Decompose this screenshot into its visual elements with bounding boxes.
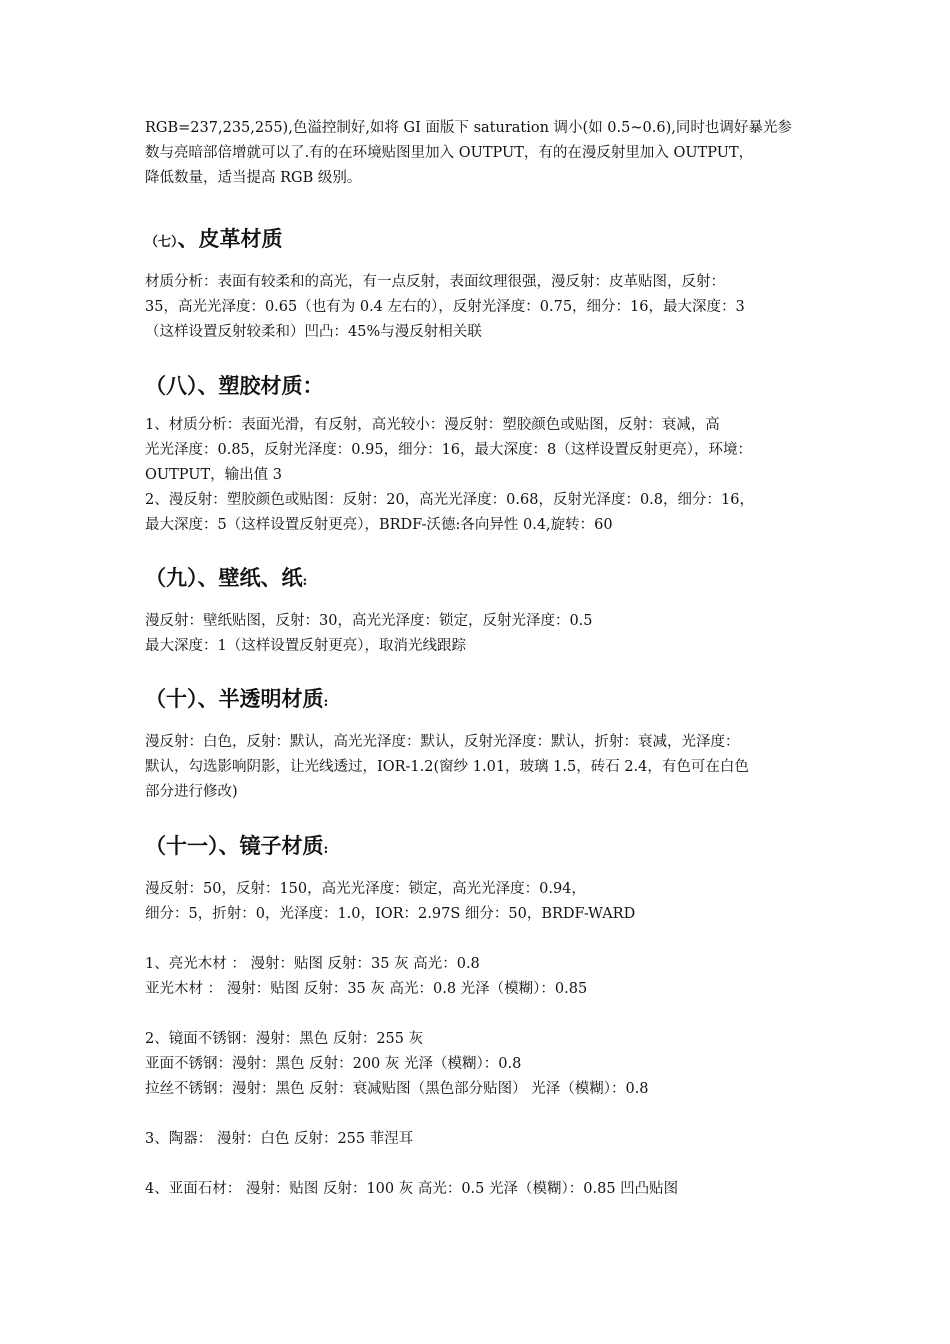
text-line: OUTPUT，输出值 3 (145, 467, 283, 483)
text-line: 数与亮暗部倍增就可以了.有的在环境贴图里加入 OUTPUT，有的在漫反射里加入 OUTPUT， (145, 145, 754, 161)
list-item: 4、亚面石材： 漫射：贴图 反射：100 灰 高光：0.5 光泽（模糊）：0.85 凹凸贴图 (145, 1181, 679, 1197)
wallpaper-paragraph (145, 609, 810, 659)
document-page (145, 116, 810, 1202)
text-line: 细分：5，折射：0，光泽度：1.0，IOR：2.97S 细分：50，BRDF-WARD (145, 906, 636, 922)
list-item: 3、陶器： 漫射：白色 反射：255 菲涅耳 (145, 1131, 414, 1147)
section-heading-translucent: （十）、半透明材质: (145, 686, 329, 711)
intro-paragraph (145, 116, 810, 191)
text-line: 漫反射：白色，反射：默认，高光光泽度：默认，反射光泽度：默认，折射：衰减，光泽度： (145, 734, 740, 750)
section-heading-plastic: （八）、塑胶材质： (145, 373, 324, 398)
section-heading-leather: （七）、皮革材质 (145, 226, 283, 251)
text-line: 最大深度：1（这样设置反射更亮），取消光线跟踪 (145, 638, 466, 654)
section-heading-wallpaper: （九）、壁纸、纸: (145, 565, 308, 590)
list-item: 亚面不锈钢：漫射：黑色 反射：200 灰 光泽（模糊）：0.8 (145, 1056, 522, 1072)
text-line: 光光泽度：0.85，反射光泽度：0.95，细分：16，最大深度：8（这样设置反射更亮），环境： (145, 442, 752, 458)
section-heading-mirror: （十一）、镜子材质: (145, 833, 329, 858)
material-list-group-1 (145, 952, 810, 1002)
text-line: 材质分析：表面有较柔和的高光，有一点反射，表面纹理很强，漫反射：皮革贴图，反射： (145, 274, 725, 290)
text-line: 1、材质分析：表面光滑，有反射，高光较小：漫反射：塑胶颜色或贴图，反射：衰减，高 (145, 417, 720, 433)
text-line: 降低数量，适当提高 RGB 级别。 (145, 170, 362, 186)
text-line: 部分进行修改) (145, 784, 238, 800)
text-line: 35，高光光泽度：0.65（也有为 0.4 左右的），反射光泽度：0.75，细分：16，最大深度：3 (145, 299, 745, 315)
translucent-paragraph (145, 730, 810, 805)
leather-paragraph (145, 270, 810, 345)
text-line: 漫反射：50，反射：150，高光光泽度：锁定，高光光泽度：0.94， (145, 881, 586, 897)
text-line: 2、漫反射：塑胶颜色或贴图：反射：20，高光光泽度：0.68，反射光泽度：0.8，细分：16， (145, 492, 754, 508)
list-item: 1、亮光木材 ： 漫射：贴图 反射：35 灰 高光：0.8 (145, 956, 480, 972)
text-line: 默认，勾选影响阴影，让光线透过，IOR-1.2(窗纱 1.01，玻璃 1.5，砖石 2.4，有色可在白色 (145, 759, 749, 775)
material-list-group-4 (145, 1177, 810, 1202)
list-item: 2、镜面不锈钢：漫射：黑色 反射：255 灰 (145, 1031, 424, 1047)
text-line: （这样设置反射较柔和）凹凸：45%与漫反射相关联 (145, 324, 482, 340)
text-line: RGB=237,235,255),色溢控制好,如将 GI 面版下 saturation 调小(如 0.5~0.6),同时也调好暴光参 (145, 120, 792, 136)
plastic-paragraph (145, 413, 810, 538)
list-item: 亚光木材 ： 漫射：贴图 反射：35 灰 高光：0.8 光泽（模糊）：0.85 (145, 981, 588, 997)
material-list-group-3 (145, 1127, 810, 1152)
mirror-paragraph (145, 877, 810, 927)
text-line: 漫反射：壁纸贴图，反射：30，高光光泽度：锁定，反射光泽度：0.5 (145, 613, 593, 629)
text-line: 最大深度：5（这样设置反射更亮），BRDF-沃德:各向异性 0.4,旋转：60 (145, 517, 613, 533)
material-list-group-2 (145, 1027, 810, 1102)
list-item: 拉丝不锈钢：漫射：黑色 反射：衰减贴图（黑色部分贴图） 光泽（模糊）：0.8 (145, 1081, 649, 1097)
